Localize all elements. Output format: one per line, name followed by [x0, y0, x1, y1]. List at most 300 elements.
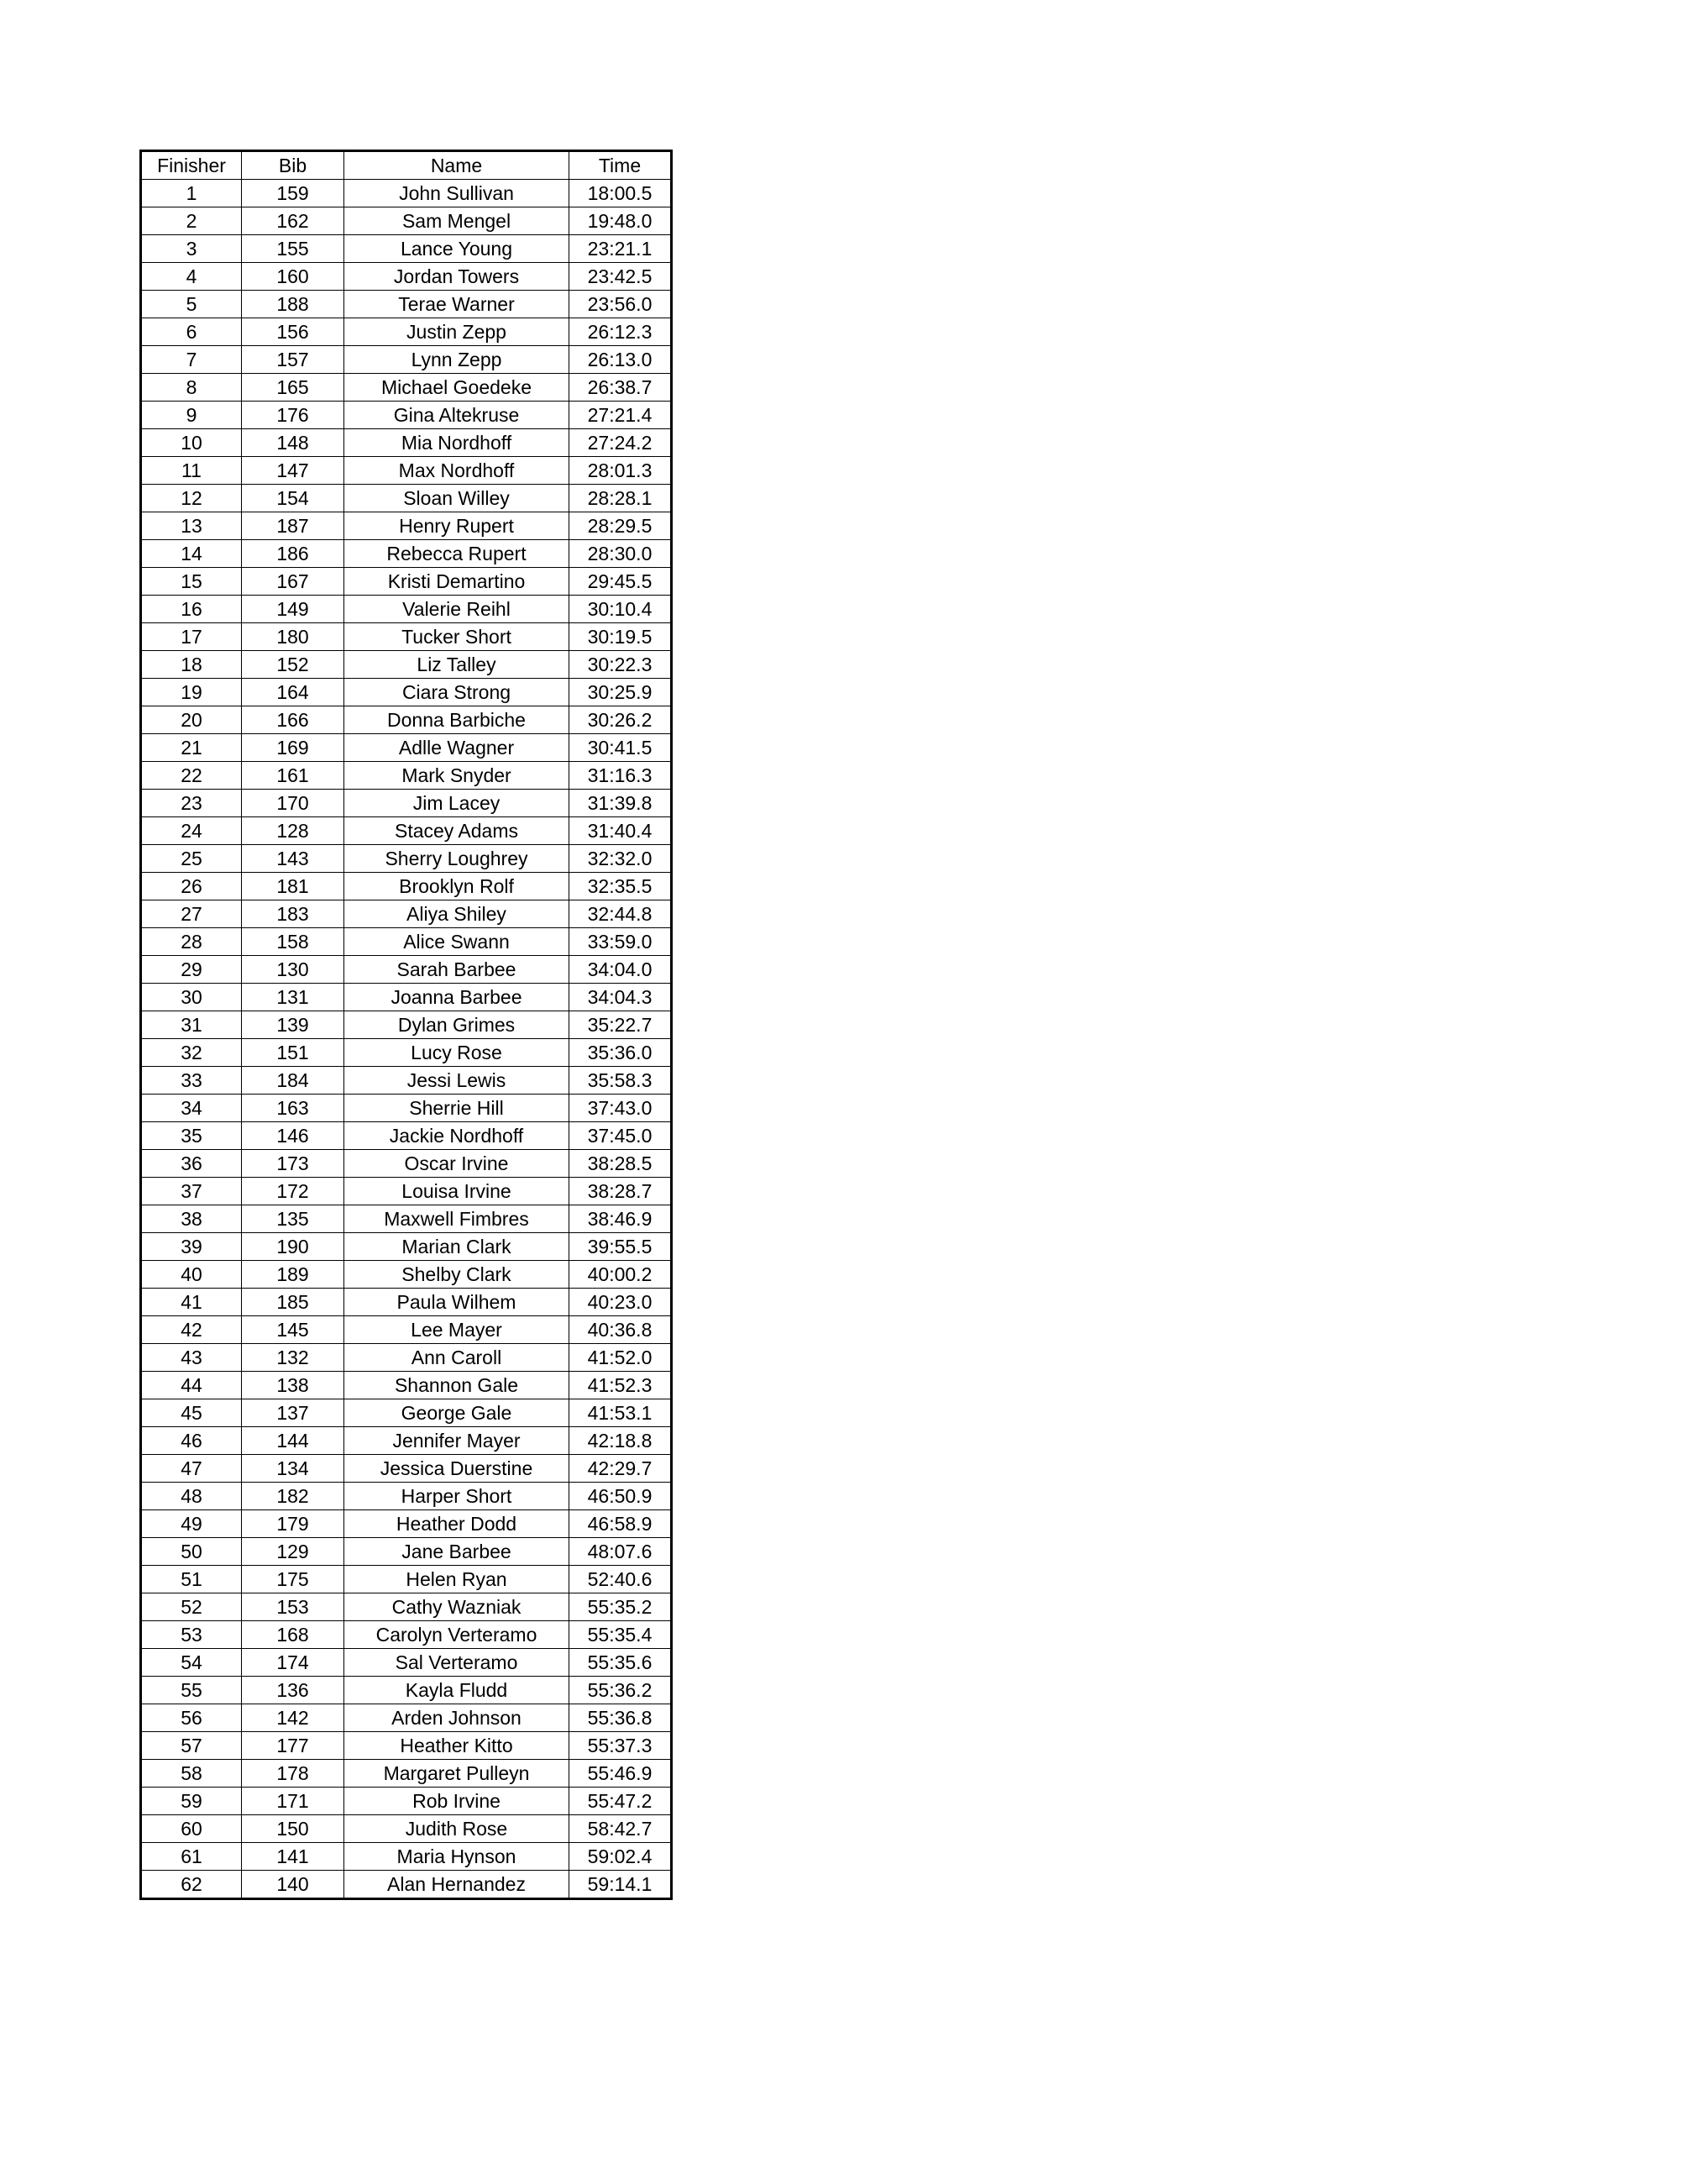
- finisher-cell: 24: [141, 817, 242, 845]
- time-cell: 23:42.5: [569, 263, 672, 291]
- finisher-cell: 4: [141, 263, 242, 291]
- name-cell: Jessica Duerstine: [344, 1455, 569, 1483]
- finisher-cell: 6: [141, 318, 242, 346]
- table-row: [141, 1732, 672, 1760]
- time-cell: 42:29.7: [569, 1455, 672, 1483]
- bib-cell: 182: [242, 1483, 344, 1510]
- name-cell: Louisa Irvine: [344, 1178, 569, 1205]
- name-cell: Helen Ryan: [344, 1566, 569, 1593]
- time-cell: 52:40.6: [569, 1566, 672, 1593]
- name-cell: Heather Kitto: [344, 1732, 569, 1760]
- time-cell: 30:19.5: [569, 623, 672, 651]
- name-cell: George Gale: [344, 1399, 569, 1427]
- table-row: [141, 845, 672, 873]
- finisher-cell: 58: [141, 1760, 242, 1788]
- table-row: [141, 1538, 672, 1566]
- table-row: [141, 1261, 672, 1289]
- table-row: [141, 263, 672, 291]
- time-cell: 38:28.7: [569, 1178, 672, 1205]
- table-row: [141, 1871, 672, 1899]
- bib-cell: 162: [242, 207, 344, 235]
- time-cell: 27:21.4: [569, 402, 672, 429]
- header-name: Name: [344, 151, 569, 180]
- finisher-cell: 40: [141, 1261, 242, 1289]
- time-cell: 33:59.0: [569, 928, 672, 956]
- finisher-cell: 23: [141, 790, 242, 817]
- time-cell: 41:52.3: [569, 1372, 672, 1399]
- bib-cell: 156: [242, 318, 344, 346]
- header-bib: Bib: [242, 151, 344, 180]
- bib-cell: 151: [242, 1039, 344, 1067]
- finisher-cell: 27: [141, 900, 242, 928]
- time-cell: 41:53.1: [569, 1399, 672, 1427]
- finisher-cell: 54: [141, 1649, 242, 1677]
- bib-cell: 183: [242, 900, 344, 928]
- finisher-cell: 56: [141, 1704, 242, 1732]
- bib-cell: 146: [242, 1122, 344, 1150]
- finisher-cell: 12: [141, 485, 242, 512]
- finisher-cell: 49: [141, 1510, 242, 1538]
- name-cell: Alan Hernandez: [344, 1871, 569, 1899]
- bib-cell: 136: [242, 1677, 344, 1704]
- finisher-cell: 32: [141, 1039, 242, 1067]
- bib-cell: 132: [242, 1344, 344, 1372]
- time-cell: 58:42.7: [569, 1815, 672, 1843]
- name-cell: Adlle Wagner: [344, 734, 569, 762]
- name-cell: Judith Rose: [344, 1815, 569, 1843]
- time-cell: 46:50.9: [569, 1483, 672, 1510]
- bib-cell: 179: [242, 1510, 344, 1538]
- table-row: [141, 1704, 672, 1732]
- bib-cell: 190: [242, 1233, 344, 1261]
- header-finisher: Finisher: [141, 151, 242, 180]
- name-cell: Joanna Barbee: [344, 984, 569, 1011]
- race-results-table: [139, 150, 673, 1900]
- name-cell: Terae Warner: [344, 291, 569, 318]
- name-cell: Carolyn Verteramo: [344, 1621, 569, 1649]
- table-row: [141, 928, 672, 956]
- finisher-cell: 59: [141, 1788, 242, 1815]
- name-cell: Rob Irvine: [344, 1788, 569, 1815]
- time-cell: 59:02.4: [569, 1843, 672, 1871]
- time-cell: 18:00.5: [569, 180, 672, 207]
- bib-cell: 186: [242, 540, 344, 568]
- finisher-cell: 41: [141, 1289, 242, 1316]
- finisher-cell: 57: [141, 1732, 242, 1760]
- table-row: [141, 762, 672, 790]
- name-cell: Valerie Reihl: [344, 596, 569, 623]
- table-row: [141, 1233, 672, 1261]
- finisher-cell: 50: [141, 1538, 242, 1566]
- time-cell: 28:01.3: [569, 457, 672, 485]
- bib-cell: 181: [242, 873, 344, 900]
- finisher-cell: 38: [141, 1205, 242, 1233]
- finisher-cell: 30: [141, 984, 242, 1011]
- time-cell: 55:47.2: [569, 1788, 672, 1815]
- name-cell: Stacey Adams: [344, 817, 569, 845]
- bib-cell: 154: [242, 485, 344, 512]
- name-cell: Henry Rupert: [344, 512, 569, 540]
- time-cell: 31:16.3: [569, 762, 672, 790]
- finisher-cell: 2: [141, 207, 242, 235]
- time-cell: 30:25.9: [569, 679, 672, 706]
- bib-cell: 135: [242, 1205, 344, 1233]
- name-cell: Sloan Willey: [344, 485, 569, 512]
- table-row: [141, 679, 672, 706]
- table-row: [141, 1011, 672, 1039]
- name-cell: Jackie Nordhoff: [344, 1122, 569, 1150]
- name-cell: Margaret Pulleyn: [344, 1760, 569, 1788]
- table-row: [141, 291, 672, 318]
- bib-cell: 134: [242, 1455, 344, 1483]
- time-cell: 28:29.5: [569, 512, 672, 540]
- table-row: [141, 318, 672, 346]
- table-row: [141, 512, 672, 540]
- bib-cell: 175: [242, 1566, 344, 1593]
- time-cell: 31:40.4: [569, 817, 672, 845]
- bib-cell: 141: [242, 1843, 344, 1871]
- bib-cell: 161: [242, 762, 344, 790]
- time-cell: 55:37.3: [569, 1732, 672, 1760]
- finisher-cell: 61: [141, 1843, 242, 1871]
- finisher-cell: 28: [141, 928, 242, 956]
- table-row: [141, 956, 672, 984]
- name-cell: Jessi Lewis: [344, 1067, 569, 1095]
- table-row: [141, 1621, 672, 1649]
- name-cell: Aliya Shiley: [344, 900, 569, 928]
- finisher-cell: 46: [141, 1427, 242, 1455]
- name-cell: Justin Zepp: [344, 318, 569, 346]
- table-row: [141, 1178, 672, 1205]
- table-row: [141, 790, 672, 817]
- finisher-cell: 34: [141, 1095, 242, 1122]
- table-row: [141, 1677, 672, 1704]
- bib-cell: 153: [242, 1593, 344, 1621]
- name-cell: John Sullivan: [344, 180, 569, 207]
- name-cell: Rebecca Rupert: [344, 540, 569, 568]
- name-cell: Gina Altekruse: [344, 402, 569, 429]
- bib-cell: 167: [242, 568, 344, 596]
- time-cell: 28:30.0: [569, 540, 672, 568]
- name-cell: Jennifer Mayer: [344, 1427, 569, 1455]
- time-cell: 19:48.0: [569, 207, 672, 235]
- finisher-cell: 42: [141, 1316, 242, 1344]
- finisher-cell: 7: [141, 346, 242, 374]
- finisher-cell: 52: [141, 1593, 242, 1621]
- time-cell: 32:35.5: [569, 873, 672, 900]
- name-cell: Lynn Zepp: [344, 346, 569, 374]
- table-row: [141, 623, 672, 651]
- table-row: [141, 485, 672, 512]
- finisher-cell: 45: [141, 1399, 242, 1427]
- table-row: [141, 429, 672, 457]
- time-cell: 27:24.2: [569, 429, 672, 457]
- time-cell: 37:43.0: [569, 1095, 672, 1122]
- bib-cell: 160: [242, 263, 344, 291]
- finisher-cell: 22: [141, 762, 242, 790]
- name-cell: Jordan Towers: [344, 263, 569, 291]
- name-cell: Lance Young: [344, 235, 569, 263]
- time-cell: 40:36.8: [569, 1316, 672, 1344]
- table-row: [141, 180, 672, 207]
- table-row: [141, 1122, 672, 1150]
- name-cell: Dylan Grimes: [344, 1011, 569, 1039]
- bib-cell: 137: [242, 1399, 344, 1427]
- name-cell: Cathy Wazniak: [344, 1593, 569, 1621]
- time-cell: 55:35.6: [569, 1649, 672, 1677]
- time-cell: 34:04.0: [569, 956, 672, 984]
- name-cell: Mark Snyder: [344, 762, 569, 790]
- name-cell: Kayla Fludd: [344, 1677, 569, 1704]
- time-cell: 29:45.5: [569, 568, 672, 596]
- bib-cell: 147: [242, 457, 344, 485]
- table-row: [141, 1150, 672, 1178]
- table-row: [141, 540, 672, 568]
- bib-cell: 178: [242, 1760, 344, 1788]
- bib-cell: 144: [242, 1427, 344, 1455]
- table-row: [141, 1566, 672, 1593]
- table-row: [141, 457, 672, 485]
- time-cell: 32:32.0: [569, 845, 672, 873]
- bib-cell: 139: [242, 1011, 344, 1039]
- name-cell: Marian Clark: [344, 1233, 569, 1261]
- bib-cell: 138: [242, 1372, 344, 1399]
- finisher-cell: 35: [141, 1122, 242, 1150]
- finisher-cell: 13: [141, 512, 242, 540]
- bib-cell: 159: [242, 180, 344, 207]
- finisher-cell: 47: [141, 1455, 242, 1483]
- time-cell: 23:56.0: [569, 291, 672, 318]
- bib-cell: 143: [242, 845, 344, 873]
- table-row: [141, 1510, 672, 1538]
- time-cell: 23:21.1: [569, 235, 672, 263]
- finisher-cell: 31: [141, 1011, 242, 1039]
- table-row: [141, 346, 672, 374]
- name-cell: Ann Caroll: [344, 1344, 569, 1372]
- table-header: [141, 151, 672, 180]
- time-cell: 55:36.8: [569, 1704, 672, 1732]
- name-cell: Oscar Irvine: [344, 1150, 569, 1178]
- table-row: [141, 402, 672, 429]
- bib-cell: 155: [242, 235, 344, 263]
- header-row: [141, 151, 672, 180]
- table-row: [141, 1593, 672, 1621]
- name-cell: Jane Barbee: [344, 1538, 569, 1566]
- table-row: [141, 734, 672, 762]
- name-cell: Ciara Strong: [344, 679, 569, 706]
- table-row: [141, 900, 672, 928]
- bib-cell: 168: [242, 1621, 344, 1649]
- table-row: [141, 817, 672, 845]
- name-cell: Paula Wilhem: [344, 1289, 569, 1316]
- finisher-cell: 8: [141, 374, 242, 402]
- finisher-cell: 15: [141, 568, 242, 596]
- table-row: [141, 596, 672, 623]
- table-row: [141, 568, 672, 596]
- table-row: [141, 1039, 672, 1067]
- bib-cell: 185: [242, 1289, 344, 1316]
- bib-cell: 158: [242, 928, 344, 956]
- name-cell: Maria Hynson: [344, 1843, 569, 1871]
- bib-cell: 145: [242, 1316, 344, 1344]
- name-cell: Alice Swann: [344, 928, 569, 956]
- bib-cell: 142: [242, 1704, 344, 1732]
- time-cell: 40:00.2: [569, 1261, 672, 1289]
- name-cell: Maxwell Fimbres: [344, 1205, 569, 1233]
- name-cell: Sherrie Hill: [344, 1095, 569, 1122]
- finisher-cell: 29: [141, 956, 242, 984]
- time-cell: 35:58.3: [569, 1067, 672, 1095]
- name-cell: Lee Mayer: [344, 1316, 569, 1344]
- name-cell: Max Nordhoff: [344, 457, 569, 485]
- time-cell: 26:38.7: [569, 374, 672, 402]
- bib-cell: 157: [242, 346, 344, 374]
- name-cell: Sam Mengel: [344, 207, 569, 235]
- finisher-cell: 51: [141, 1566, 242, 1593]
- name-cell: Jim Lacey: [344, 790, 569, 817]
- name-cell: Arden Johnson: [344, 1704, 569, 1732]
- table-row: [141, 1344, 672, 1372]
- time-cell: 48:07.6: [569, 1538, 672, 1566]
- bib-cell: 187: [242, 512, 344, 540]
- time-cell: 42:18.8: [569, 1427, 672, 1455]
- finisher-cell: 11: [141, 457, 242, 485]
- bib-cell: 172: [242, 1178, 344, 1205]
- table-row: [141, 1205, 672, 1233]
- time-cell: 37:45.0: [569, 1122, 672, 1150]
- table-row: [141, 1760, 672, 1788]
- table-row: [141, 1399, 672, 1427]
- time-cell: 26:12.3: [569, 318, 672, 346]
- time-cell: 59:14.1: [569, 1871, 672, 1899]
- bib-cell: 189: [242, 1261, 344, 1289]
- time-cell: 28:28.1: [569, 485, 672, 512]
- finisher-cell: 55: [141, 1677, 242, 1704]
- table-body: [141, 180, 672, 1899]
- name-cell: Liz Talley: [344, 651, 569, 679]
- table-row: [141, 706, 672, 734]
- bib-cell: 169: [242, 734, 344, 762]
- time-cell: 30:22.3: [569, 651, 672, 679]
- name-cell: Mia Nordhoff: [344, 429, 569, 457]
- time-cell: 35:22.7: [569, 1011, 672, 1039]
- finisher-cell: 21: [141, 734, 242, 762]
- finisher-cell: 62: [141, 1871, 242, 1899]
- time-cell: 31:39.8: [569, 790, 672, 817]
- bib-cell: 166: [242, 706, 344, 734]
- bib-cell: 152: [242, 651, 344, 679]
- bib-cell: 188: [242, 291, 344, 318]
- table-row: [141, 1067, 672, 1095]
- table-row: [141, 1788, 672, 1815]
- table-row: [141, 873, 672, 900]
- name-cell: Kristi Demartino: [344, 568, 569, 596]
- table-row: [141, 984, 672, 1011]
- time-cell: 30:41.5: [569, 734, 672, 762]
- time-cell: 38:46.9: [569, 1205, 672, 1233]
- time-cell: 39:55.5: [569, 1233, 672, 1261]
- table-row: [141, 1372, 672, 1399]
- bib-cell: 148: [242, 429, 344, 457]
- bib-cell: 170: [242, 790, 344, 817]
- table-row: [141, 1815, 672, 1843]
- name-cell: Shannon Gale: [344, 1372, 569, 1399]
- bib-cell: 163: [242, 1095, 344, 1122]
- table-row: [141, 1843, 672, 1871]
- name-cell: Brooklyn Rolf: [344, 873, 569, 900]
- table-row: [141, 1095, 672, 1122]
- bib-cell: 128: [242, 817, 344, 845]
- finisher-cell: 17: [141, 623, 242, 651]
- name-cell: Sarah Barbee: [344, 956, 569, 984]
- table-row: [141, 1316, 672, 1344]
- time-cell: 55:46.9: [569, 1760, 672, 1788]
- finisher-cell: 48: [141, 1483, 242, 1510]
- bib-cell: 150: [242, 1815, 344, 1843]
- finisher-cell: 26: [141, 873, 242, 900]
- bib-cell: 184: [242, 1067, 344, 1095]
- name-cell: Tucker Short: [344, 623, 569, 651]
- finisher-cell: 60: [141, 1815, 242, 1843]
- bib-cell: 129: [242, 1538, 344, 1566]
- name-cell: Sal Verteramo: [344, 1649, 569, 1677]
- finisher-cell: 39: [141, 1233, 242, 1261]
- time-cell: 32:44.8: [569, 900, 672, 928]
- name-cell: Donna Barbiche: [344, 706, 569, 734]
- table-row: [141, 235, 672, 263]
- table-row: [141, 1483, 672, 1510]
- time-cell: 55:35.4: [569, 1621, 672, 1649]
- time-cell: 26:13.0: [569, 346, 672, 374]
- name-cell: Sherry Loughrey: [344, 845, 569, 873]
- bib-cell: 177: [242, 1732, 344, 1760]
- finisher-cell: 3: [141, 235, 242, 263]
- bib-cell: 171: [242, 1788, 344, 1815]
- bib-cell: 165: [242, 374, 344, 402]
- header-time: Time: [569, 151, 672, 180]
- bib-cell: 130: [242, 956, 344, 984]
- name-cell: Heather Dodd: [344, 1510, 569, 1538]
- table-row: [141, 374, 672, 402]
- finisher-cell: 5: [141, 291, 242, 318]
- table-row: [141, 1289, 672, 1316]
- finisher-cell: 19: [141, 679, 242, 706]
- bib-cell: 131: [242, 984, 344, 1011]
- finisher-cell: 18: [141, 651, 242, 679]
- table-row: [141, 651, 672, 679]
- time-cell: 30:26.2: [569, 706, 672, 734]
- time-cell: 55:35.2: [569, 1593, 672, 1621]
- time-cell: 34:04.3: [569, 984, 672, 1011]
- time-cell: 38:28.5: [569, 1150, 672, 1178]
- finisher-cell: 37: [141, 1178, 242, 1205]
- finisher-cell: 10: [141, 429, 242, 457]
- finisher-cell: 36: [141, 1150, 242, 1178]
- finisher-cell: 16: [141, 596, 242, 623]
- bib-cell: 164: [242, 679, 344, 706]
- name-cell: Shelby Clark: [344, 1261, 569, 1289]
- name-cell: Harper Short: [344, 1483, 569, 1510]
- finisher-cell: 20: [141, 706, 242, 734]
- bib-cell: 149: [242, 596, 344, 623]
- finisher-cell: 1: [141, 180, 242, 207]
- finisher-cell: 53: [141, 1621, 242, 1649]
- finisher-cell: 44: [141, 1372, 242, 1399]
- finisher-cell: 43: [141, 1344, 242, 1372]
- time-cell: 35:36.0: [569, 1039, 672, 1067]
- name-cell: Michael Goedeke: [344, 374, 569, 402]
- bib-cell: 140: [242, 1871, 344, 1899]
